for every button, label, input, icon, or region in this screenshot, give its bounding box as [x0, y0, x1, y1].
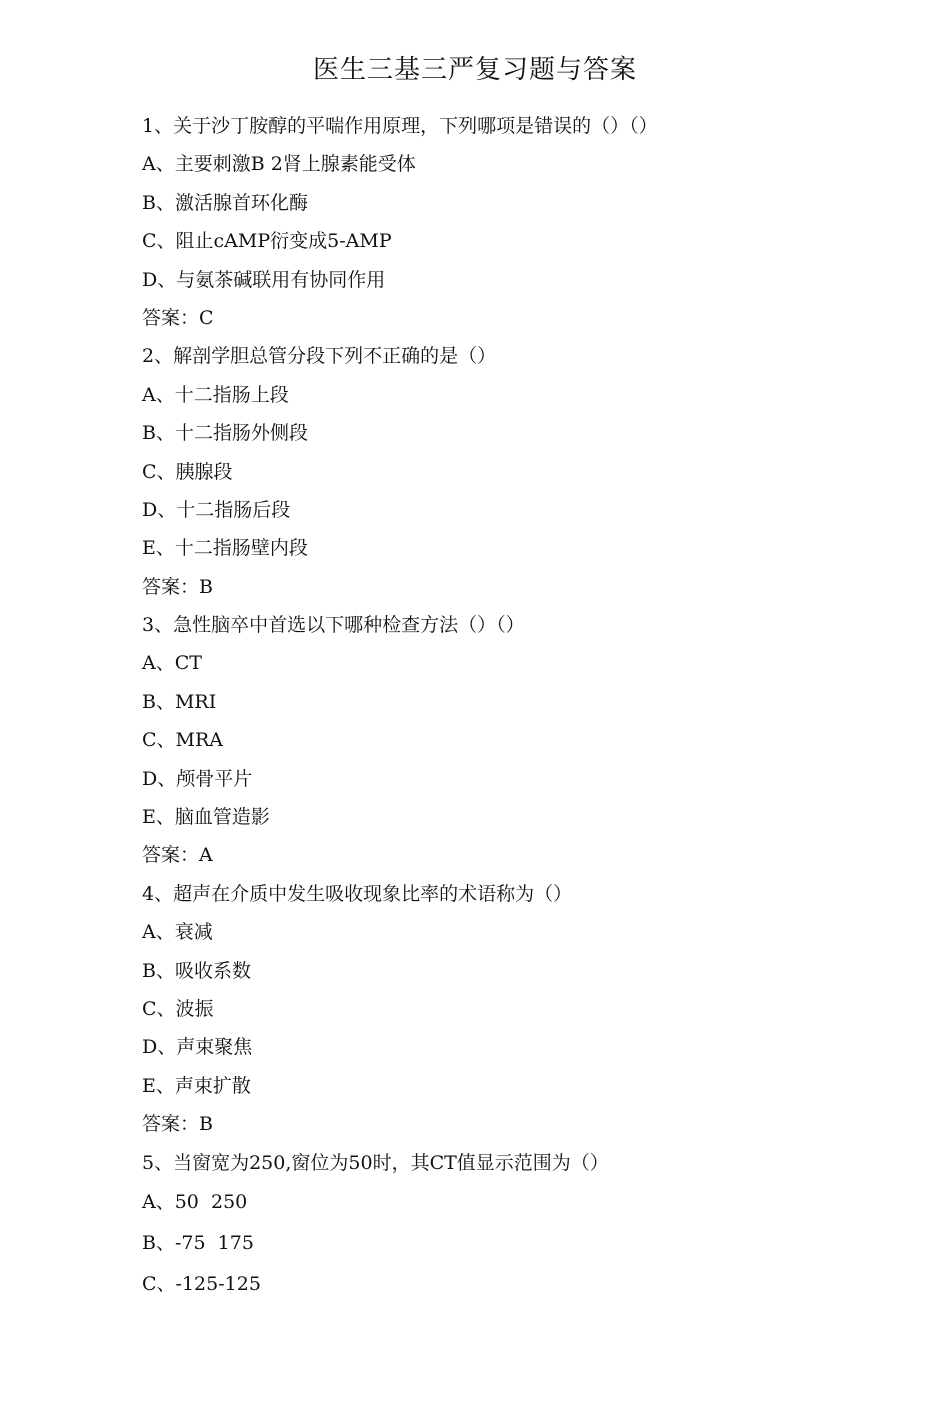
question-5	[142, 1144, 842, 1305]
option-d: D、颅骨平片	[142, 767, 253, 790]
option-e: E、声束扩散	[142, 1074, 251, 1097]
question-stem: 2、解剖学胆总管分段下列不正确的是（）	[142, 345, 497, 368]
option-c: C、胰腺段	[142, 460, 233, 483]
option-c: C、-125-125	[142, 1272, 261, 1295]
option-b: B、激活腺首环化酶	[142, 191, 308, 214]
option-a: A、主要刺激Β 2肾上腺素能受体	[142, 153, 416, 176]
option-d: D、与氨茶碱联用有协同作用	[142, 268, 386, 291]
document-title: 医生三基三严复习题与答案	[312, 55, 637, 85]
answer: 答案：A	[142, 844, 213, 867]
option-a: A、50 250	[142, 1190, 248, 1213]
question-4	[142, 875, 842, 1144]
answer: 答案：C	[142, 306, 214, 329]
question-2	[142, 337, 842, 606]
answer: 答案：B	[142, 1113, 213, 1136]
question-list	[142, 107, 842, 1305]
option-d: D、十二指肠后段	[142, 498, 291, 521]
question-stem: 4、超声在介质中发生吸收现象比率的术语称为（）	[142, 882, 573, 905]
question-stem: 5、当窗宽为250,窗位为50时，其CT值显示范围为（）	[142, 1151, 609, 1174]
option-b: B、MRI	[142, 690, 217, 713]
option-a: A、衰减	[142, 921, 213, 944]
question-3	[142, 606, 842, 875]
option-a: A、十二指肠上段	[142, 383, 289, 406]
option-c: C、波振	[142, 997, 214, 1020]
question-1	[142, 107, 842, 337]
option-b: B、-75 175	[142, 1231, 254, 1254]
option-a: A、CT	[142, 652, 202, 675]
option-e: E、十二指肠壁内段	[142, 537, 308, 560]
option-e: E、脑血管造影	[142, 806, 270, 829]
option-c: C、MRA	[142, 729, 224, 752]
option-b: B、十二指肠外侧段	[142, 422, 308, 445]
option-d: D、声束聚焦	[142, 1036, 253, 1059]
question-stem: 1、关于沙丁胺醇的平喘作用原理，下列哪项是错误的（）（）	[142, 115, 658, 137]
question-stem: 3、急性脑卒中首选以下哪种检查方法（）（）	[142, 614, 525, 637]
option-c: C、阻止cAMP衍变成5-AMP	[142, 230, 392, 253]
option-b: B、吸收系数	[142, 959, 251, 982]
answer: 答案：B	[142, 575, 213, 598]
